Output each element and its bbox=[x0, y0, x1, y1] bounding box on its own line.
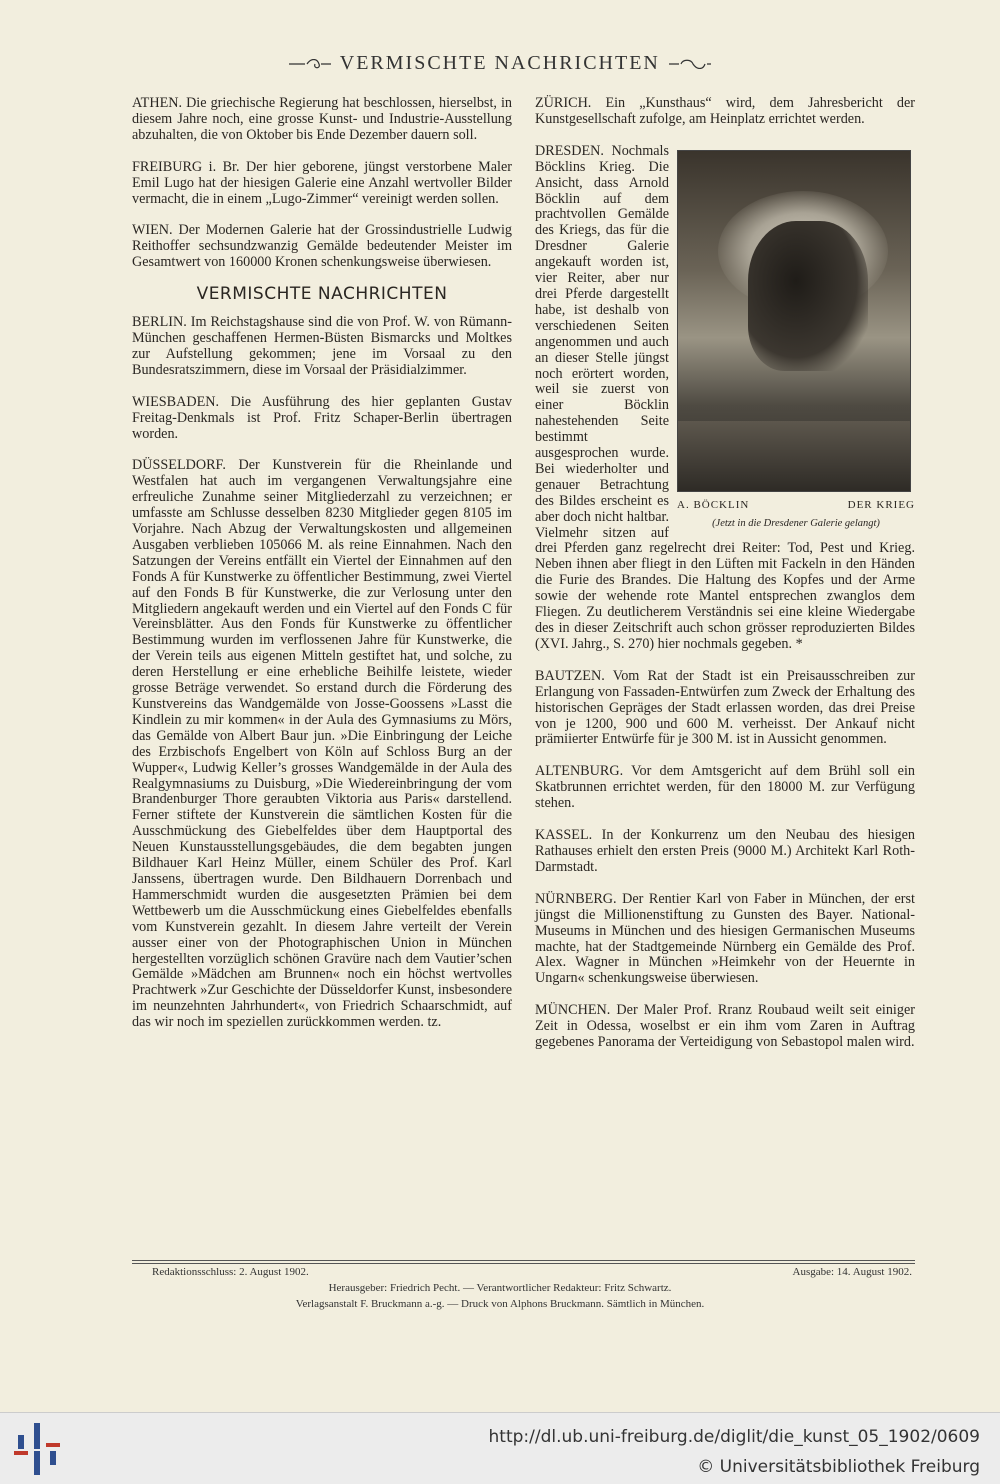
section-title: VERMISCHTE NACHRICHTEN bbox=[196, 284, 448, 305]
viewer-bottom-bar bbox=[0, 1412, 1000, 1484]
article-wiesbaden: WIESBADEN. Die Ausführung des hier geplanten Gustav Freitag-Denkmals ist Prof. Fritz Schaper-Berlin übertragen worden. bbox=[132, 393, 512, 442]
ausgabe-date: Ausgabe: 14. August 1902. bbox=[792, 1266, 912, 1278]
footer-rule-2 bbox=[132, 1263, 915, 1264]
article-muenchen: MÜNCHEN. Der Maler Prof. Rranz Roubaud weilt seit einiger Zeit in Odessa, woselbst er ein ihm vom Zaren in Auftrag gegebenes Panorama der Verteidigung von Sebastopol malen wird. bbox=[535, 1002, 915, 1051]
right-column bbox=[535, 96, 915, 1067]
article-duesseldorf: DÜSSELDORF. Der Kunstverein für die Rheinlande und Westfalen hat auch im vergangenen Verwaltungsjahre eine erfreuliche Zunahme seiner Mitgliederzahl zu verzeichnen; er umfasste am Schlusse desselben 8230 Mitglieder gegen 8105 im Vorjahre. Nach Abzug der Verwaltungskosten und allgemeinen Ausgaben verblieben 105066 M. als reine Einnahmen. Nach den Satzungen der Vereins entfällt ein Viertel der Einnahmen auf den Fonds A für Kunstwerke zu öffentlicher Bestimmung, zwei Viertel auf den Fonds B für Kunstwerke, die zur Verlosung unter den Mitgliedern angekauft werden und ein Viertel auf den Fonds C für Vereinsblätter. Aus den Fonds für Kunstwerke zu öffentlicher Bestimmung wurden im verflossenen Jahre für Kunstwerke, die der Verein teils aus eigenen Mitteln gestiftet hat, und solche, zu deren Herstellung er eine erhebliche Beihilfe leistete, wieder grosse Beträge verwendet. So erstand durch die Förderung des Kunstvereins das Wandgemälde von Josse-Goossens »Lasst die Kindlein zu mir kommen« in der Aula des Gymnasiums zu Mörs, das Gemälde von Albert Baur jun. »Die Einbringung der Leiche des Erzbischofs Engelbert von Köln auf Schloss Burg an der Wupper«, Ludwig Keller’s grosses Wandgemälde in der Aula des Realgymnasiums zu Duisburg, »Die Wiedereinbringung der vom Brandenburger Thore geraubten Viktoria aus Paris« darstellend. Ferner stiftete der Kunstverein die sämtlichen Kosten für die Ausschmückung des Giebelfeldes über dem Hauptportal des Neuen Kunstausstellungsgebäudes, die dem begabten jungen Bildhauer Karl Heinz Müller, einem Schüler des Prof. Karl Janssens, übertragen wurde. Den Bildhauern Dorrenbach und Hammerschmidt wurden die ausgesetzten Prämien bei dem Wettbewerb um die Ausschmückung eines Giebelfeldes ebenfalls vom Kunstverein gezahlt. In diesem Jahre verteilt der Verein ausser einer von der Photographischen Union in München hergestellten vorzüglich schönen Gravüre nach dem Vautier’schen Gemälde »Mädchen am Brunnen« noch ein höchst wertvolles Prachtwerk »Zur Geschichte der Düsseldorfer Kunst, insbesondere im neunzehnten Jahrhundert«, von Friedrich Schaarschmidt, auf das wir noch im speziellen zurückkommen werden. tz. bbox=[132, 457, 512, 1031]
left-ornament-icon bbox=[287, 59, 333, 69]
article-freiburg: FREIBURG i. Br. Der hier geborene, jüngst verstorbene Maler Emil Lugo hat der hiesigen Galerie eine Anzahl wertvoller Bilder vermacht, die in einem „Lugo-Zimmer“ vereinigt werden sollen. bbox=[132, 158, 512, 207]
article-altenburg: ALTENBURG. Vor dem Amtsgericht auf dem Brühl soll ein Skatbrunnen errichtet werden, für den 18000 M. zur Verfügung stehen. bbox=[535, 763, 915, 812]
library-logo-icon bbox=[14, 1421, 66, 1477]
copyright-notice: © Universitätsbibliothek Freiburg bbox=[697, 1457, 980, 1477]
page-url[interactable]: http://dl.ub.uni-freiburg.de/diglit/die_kunst_05_1902/0609 bbox=[488, 1427, 980, 1447]
article-berlin: BERLIN. Im Reichstagshause sind die von Prof. W. von Rümann-München geschaffenen Hermen-Büsten Bismarcks und Moltkes zur Aufstellung gekommen; jene im Vorsaal zu den Bundesratszimmern, diese im Vorsaal der Präsidialzimmer. bbox=[132, 314, 512, 378]
figure-boecklin-krieg bbox=[677, 150, 915, 532]
redaktion-date: Redaktionsschluss: 2. August 1902. bbox=[152, 1266, 309, 1278]
right-ornament-icon bbox=[667, 59, 713, 69]
article-bautzen: BAUTZEN. Vom Rat der Stadt ist ein Preisausschreiben zur Erlangung von Fassaden-Entwürfen zum Zweck der Erhaltung des historischen Gepräges der Stadt erlassen worden, das drei Preise von je 1200, 900 und 600 M. verheisst. Der Ankauf nicht prämiierter Entwürfe für je 300 M. ist in Aussicht genommen. bbox=[535, 667, 915, 748]
footer-editors: Herausgeber: Friedrich Pecht. — Verantwortlicher Redakteur: Fritz Schwartz. bbox=[328, 1282, 672, 1294]
article-zuerich: ZÜRICH. Ein „Kunsthaus“ wird, dem Jahresbericht der Kunstgesellschaft zufolge, am Heinplatz errichtet werden. bbox=[535, 95, 915, 127]
article-nuernberg: NÜRNBERG. Der Rentier Karl von Faber in München, der erst jüngst die Millionenstiftung zu Gunsten des Bayer. National-Museums in München und des hiesigen Germanischen Museums machte, hat der Stadtgemeinde Nürnberg ein Gemälde des Prof. Alex. Wagner in München »Heimkehr von der Heuernte in Ungarn« schenkungsweise überwiesen. bbox=[535, 890, 915, 987]
figure-caption bbox=[677, 498, 915, 514]
header-title: VERMISCHTE NACHRICHTEN bbox=[339, 52, 660, 74]
article-athen: ATHEN. Die griechische Regierung hat beschlossen, hierselbst, in diesem Jahre noch, eine grosse Kunst- und Industrie-Ausstellung abzuhalten, die von Oktober bis Ende Dezember dauern soll. bbox=[132, 95, 512, 143]
page-header bbox=[0, 52, 1000, 75]
footer-rule bbox=[132, 1260, 915, 1261]
caption-title: DER KRIEG bbox=[847, 498, 915, 511]
figure-note: (Jetzt in die Dresdener Galerie gelangt) bbox=[712, 517, 880, 529]
caption-artist: A. BÖCKLIN bbox=[677, 498, 750, 511]
article-dresden: DRESDEN. Nochmals Böcklins Krieg. Die Ansicht, dass Arnold Böcklin auf dem prachtvollen Gemälde des Kriegs, das für die Dresdner Galerie angekauft worden ist, vier Reiter, aber nur drei Pferde dargestellt habe, ist deshalb von verschiedenen Seiten angenommen und auch an dieser Stelle jüngst noch erörtert worden, weil sie zuerst von einer Böcklin nahestehenden Seite bestimmt ausgesprochen wurde. Bei wiederholter und genauer Betrachtung des Bildes erscheint es aber doch nicht haltbar. Vielmehr sitzen auf drei Pferden ganz regelrecht drei Reiter: Tod, Pest und Krieg. Neben ihnen aber fliegt in den Lüften mit Fackeln in den Händen die Furie des Brandes. Die Haltung des Kopfes und der Arme sowie der wehende rote Mantel entsprechen zwanglos dem Fliegen. Zu deutlicherem Verständnis sei eine kleine Wiedergabe des in dieser Zeitschrift auch schon grösser reproduzierten Bildes (XVI. Jahrg., S. 270) hier nochmals gegeben. * bbox=[535, 142, 915, 652]
left-column bbox=[132, 96, 512, 1047]
footer-publisher: Verlagsanstalt F. Bruckmann a.-g. — Druck von Alphons Bruckmann. Sämtlich in München. bbox=[295, 1298, 705, 1310]
article-kassel: KASSEL. In der Konkurrenz um den Neubau des hiesigen Rathauses erhielt den ersten Preis (9000 M.) Architekt Karl Roth-Darmstadt. bbox=[535, 827, 915, 875]
article-wien: WIEN. Der Modernen Galerie hat der Grossindustrielle Ludwig Reithoffer sechsundzwanzig Gemälde bedeutender Meister im Gesamtwert von 160000 Kronen schenkungsweise überwiesen. bbox=[132, 222, 512, 271]
footer-dates bbox=[152, 1266, 912, 1278]
painting-image bbox=[677, 150, 911, 492]
